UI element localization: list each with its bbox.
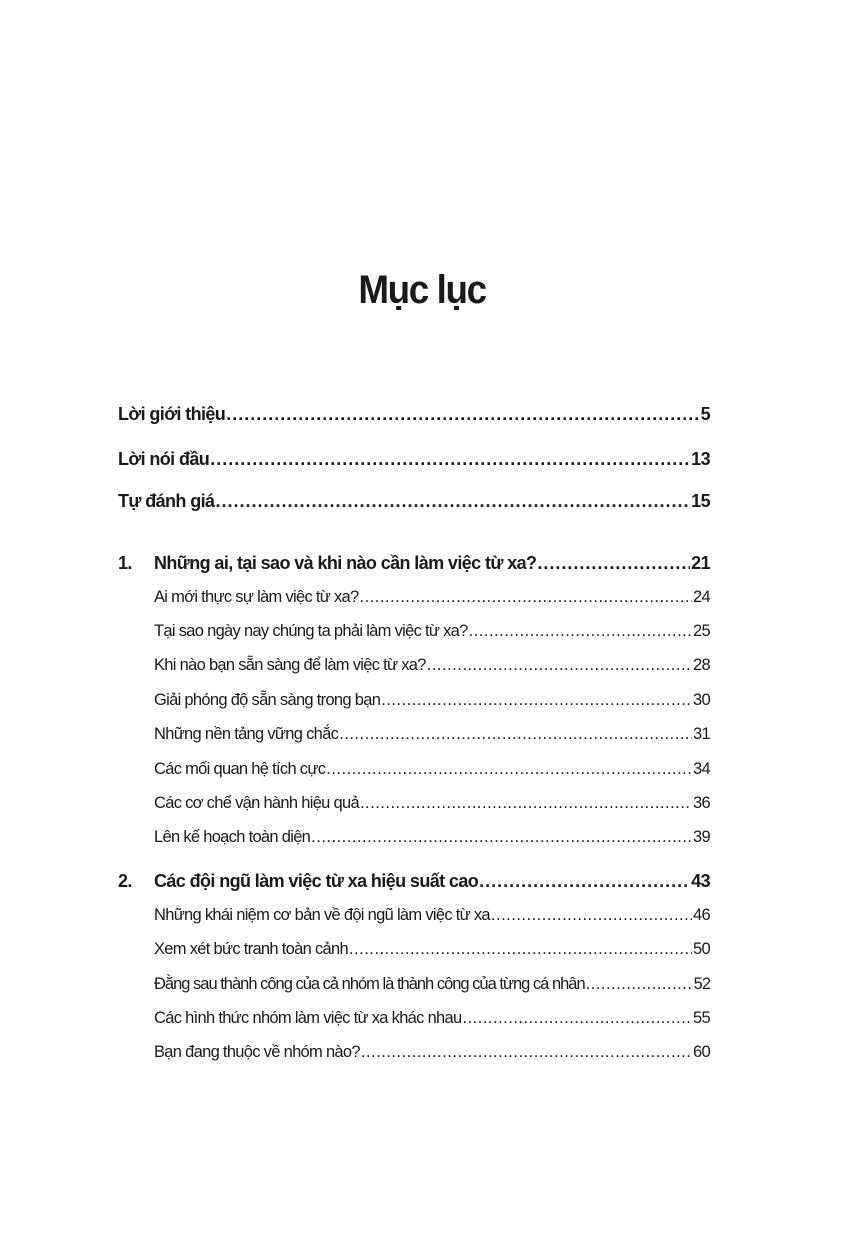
dot-leader — [427, 656, 692, 675]
section-title: Lên kế hoạch toàn diện — [154, 828, 311, 846]
page-title: Mục lục — [358, 268, 486, 312]
toc-section[interactable] — [154, 691, 710, 710]
section-title: Giải phóng độ sẵn sàng trong bạn — [154, 691, 381, 709]
dot-leader — [479, 871, 690, 892]
dot-leader — [586, 975, 693, 994]
toc-section[interactable] — [154, 725, 710, 744]
section-title: Các mối quan hệ tích cực — [154, 760, 326, 778]
toc-chapter-2[interactable] — [118, 871, 710, 892]
toc-section[interactable] — [154, 940, 710, 959]
section-page: 25 — [693, 622, 710, 640]
dot-leader — [210, 449, 690, 470]
dot-leader — [361, 1043, 692, 1062]
dot-leader — [326, 760, 692, 779]
dot-leader — [381, 691, 692, 710]
dot-leader — [215, 491, 690, 512]
dot-leader — [537, 553, 690, 574]
section-page: 30 — [693, 691, 710, 709]
dot-leader — [311, 828, 692, 847]
section-title: Bạn đang thuộc về nhóm nào? — [154, 1043, 360, 1061]
section-title: Đằng sau thành công của cả nhóm là thành công của từng cá nhân — [154, 975, 585, 993]
toc-entry-title: Tự đánh giá — [118, 491, 215, 511]
dot-leader — [463, 1009, 693, 1028]
chapter-number: 2. — [118, 871, 132, 891]
toc-entry-page: 13 — [691, 449, 710, 469]
chapter-title: Những ai, tại sao và khi nào cần làm việc từ xa? — [154, 553, 537, 573]
dot-leader — [349, 940, 692, 959]
chapter-title: Các đội ngũ làm việc từ xa hiệu suất cao — [154, 871, 479, 891]
toc-section[interactable] — [154, 588, 710, 607]
section-page: 46 — [693, 906, 710, 924]
section-page: 55 — [693, 1009, 710, 1027]
toc-entry-introduction[interactable] — [118, 404, 710, 425]
toc-section[interactable] — [154, 828, 710, 847]
section-title: Khi nào bạn sẵn sàng để làm việc từ xa? — [154, 656, 426, 674]
section-page: 34 — [693, 760, 710, 778]
section-page: 31 — [693, 725, 710, 743]
dot-leader — [360, 794, 692, 813]
section-title: Các hình thức nhóm làm việc từ xa khác nhau — [154, 1009, 462, 1027]
toc-section[interactable] — [154, 1043, 710, 1062]
toc-section[interactable] — [154, 622, 710, 641]
section-page: 36 — [693, 794, 710, 812]
section-page: 39 — [693, 828, 710, 846]
dot-leader — [226, 404, 699, 425]
toc-entry-preface[interactable] — [118, 449, 710, 470]
toc-section[interactable] — [154, 656, 710, 675]
toc-chapter-1[interactable] — [118, 553, 710, 574]
chapter-number: 1. — [118, 553, 132, 573]
toc-section[interactable] — [154, 794, 710, 813]
section-page: 50 — [693, 940, 710, 958]
toc-entry-title: Lời nói đầu — [118, 449, 210, 469]
section-page: 24 — [693, 588, 710, 606]
toc-entry-page: 15 — [691, 491, 710, 511]
section-title: Những nền tảng vững chắc — [154, 725, 339, 743]
section-title: Tại sao ngày nay chúng ta phải làm việc từ xa? — [154, 622, 468, 640]
dot-leader — [339, 725, 692, 744]
section-title: Xem xét bức tranh toàn cảnh — [154, 940, 348, 958]
dot-leader — [491, 906, 692, 925]
section-page: 60 — [693, 1043, 710, 1061]
toc-entry-title: Lời giới thiệu — [118, 404, 226, 424]
toc-section[interactable] — [154, 760, 710, 779]
chapter-page: 43 — [691, 871, 710, 891]
section-title: Những khái niệm cơ bản về đội ngũ làm việc từ xa — [154, 906, 490, 924]
toc-entry-self-assessment[interactable] — [118, 491, 710, 512]
section-title: Ai mới thực sự làm việc từ xa? — [154, 588, 359, 606]
section-title: Các cơ chế vận hành hiệu quả — [154, 794, 359, 812]
dot-leader — [360, 588, 693, 607]
toc-entry-page: 5 — [700, 404, 710, 424]
section-page: 28 — [693, 656, 710, 674]
section-page: 52 — [693, 975, 710, 993]
toc-section[interactable] — [154, 1009, 710, 1028]
chapter-page: 21 — [691, 553, 710, 573]
dot-leader — [469, 622, 692, 641]
toc-section[interactable] — [154, 975, 710, 994]
toc-section[interactable] — [154, 906, 710, 925]
